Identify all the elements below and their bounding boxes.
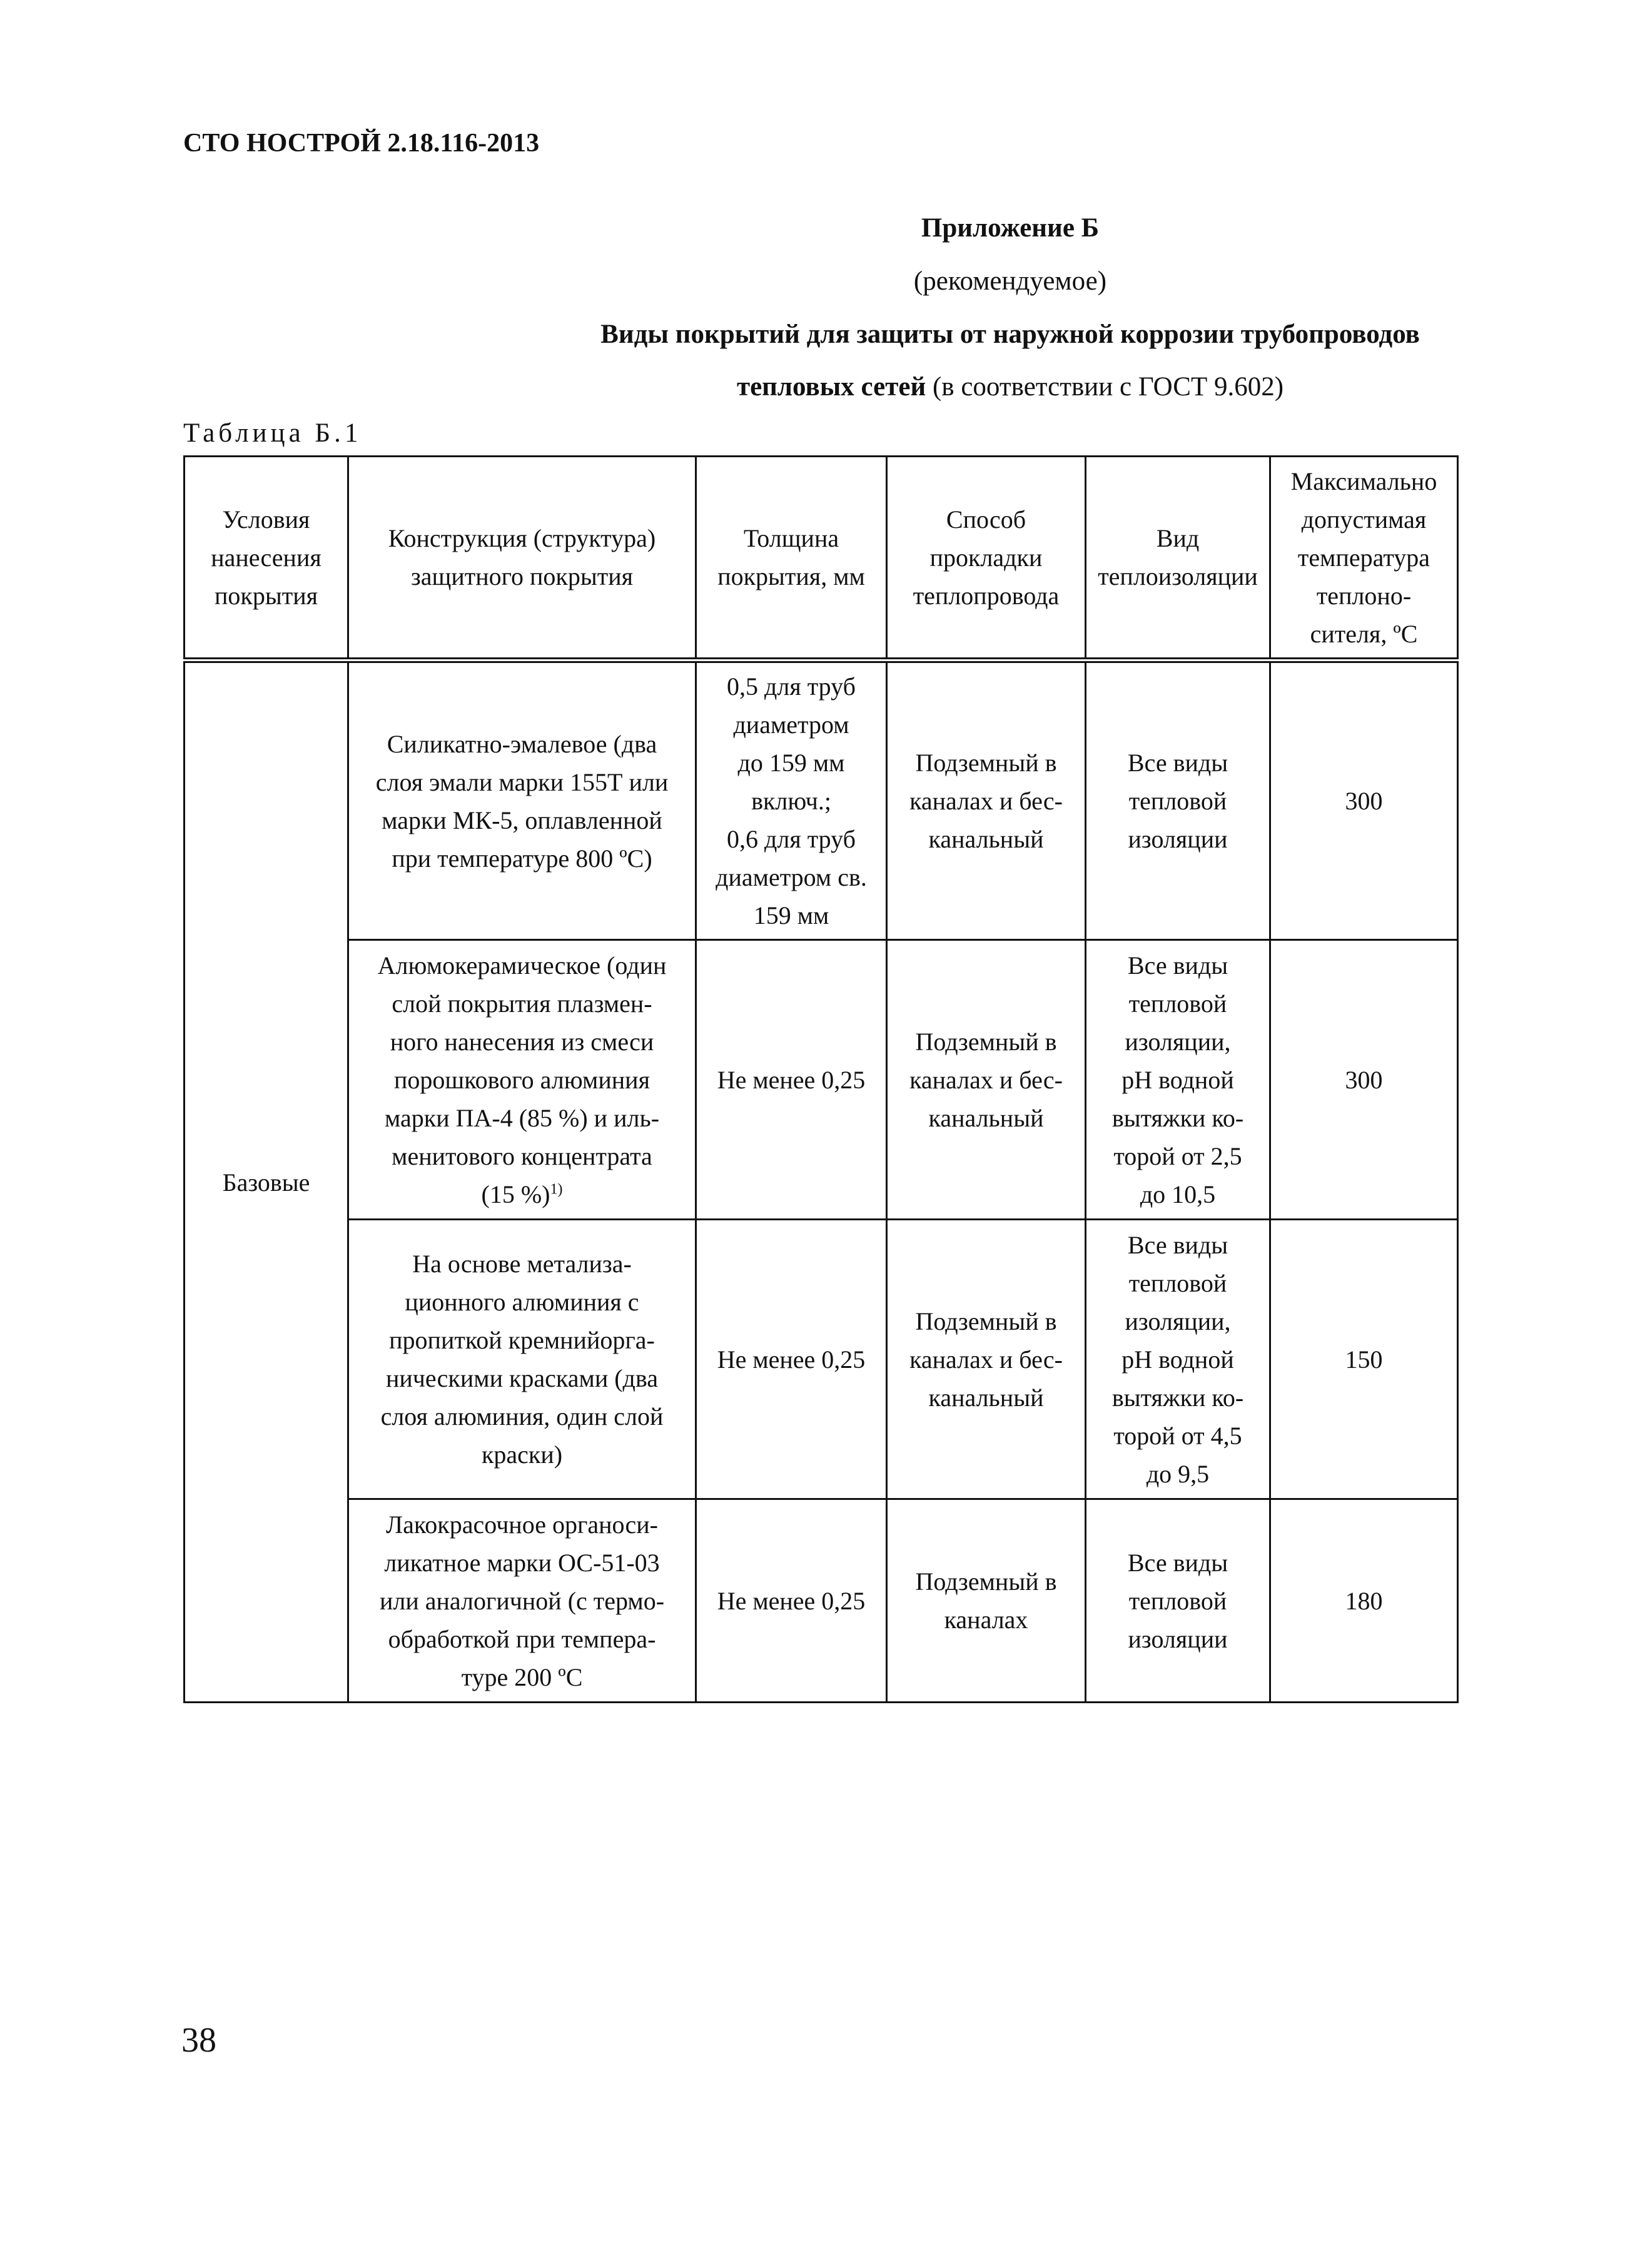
page-number: 38 — [181, 2021, 216, 2060]
column-header-max-temp: Максимально допустимая температура теплоно- сителя, ºС — [1270, 457, 1458, 661]
cell-thickness: Не менее 0,25 — [696, 1499, 887, 1703]
column-header-insulation: Вид теплоизоляции — [1086, 457, 1270, 661]
cell-construction: Лакокрасочное органоси- ликатное марки ОС-51-03 или аналогичной (с термо- обработкой при темпера- туре 200 ºС — [348, 1499, 696, 1703]
table-header-row — [185, 457, 1458, 661]
cell-construction — [348, 940, 696, 1220]
column-header-construction: Конструкция (структура) защитного покрытия — [348, 457, 696, 661]
footnote-marker: 1) — [550, 1181, 563, 1198]
cell-thickness: 0,5 для труб диаметром до 159 мм включ.; 0,6 для труб диаметром св. 159 мм — [696, 661, 887, 940]
column-header-laying: Способ прокладки теплопровода — [887, 457, 1086, 661]
annex-heading-line2 — [0, 372, 1625, 402]
cell-insulation: Все виды тепловой изоляции, pH водной вытяжки ко- торой от 2,5 до 10,5 — [1086, 940, 1270, 1220]
cell-max-temp: 300 — [1270, 940, 1458, 1220]
table-label: Таблица Б.1 — [183, 418, 362, 448]
cell-max-temp: 180 — [1270, 1499, 1458, 1703]
cell-laying: Подземный в каналах и бес- канальный — [887, 661, 1086, 940]
cell-construction: На основе метализа- ционного алюминия с пропиткой кремнийорга- ническими красками (два слоя алюминия, один слой краски) — [348, 1220, 696, 1499]
cell-laying: Подземный в каналах — [887, 1499, 1086, 1703]
annex-heading-line2-bold: тепловых сетей — [736, 372, 926, 402]
annex-status: (рекомендуемое) — [913, 266, 1107, 296]
cell-insulation: Все виды тепловой изоляции, pH водной вытяжки ко- торой от 4,5 до 9,5 — [1086, 1220, 1270, 1499]
cell-insulation: Все виды тепловой изоляции — [1086, 1499, 1270, 1703]
cell-laying: Подземный в каналах и бес- канальный — [887, 940, 1086, 1220]
cell-max-temp: 150 — [1270, 1220, 1458, 1499]
column-header-conditions: Условия нанесения покрытия — [185, 457, 348, 661]
annex-heading-line1: Виды покрытий для защиты от наружной коррозии трубопроводов — [600, 320, 1420, 349]
table-row — [185, 1499, 1458, 1703]
cell-construction: Силикатно-эмалевое (два слоя эмали марки 155Т или марки МК-5, оплавленной при температуре 800 ºС) — [348, 661, 696, 940]
cell-thickness: Не менее 0,25 — [696, 940, 887, 1220]
standard-code: СТО НОСТРОЙ 2.18.116-2013 — [183, 129, 540, 158]
table-row — [185, 661, 1458, 940]
coatings-table — [183, 455, 1459, 1703]
cell-max-temp: 300 — [1270, 661, 1458, 940]
group-cell-basic: Базовые — [185, 661, 348, 1703]
cell-insulation: Все виды тепловой изоляции — [1086, 661, 1270, 940]
construction-text: Алюмокерамическое (один слой покрытия плазмен- ного нанесения из смеси порошкового алюминия марки ПА-4 (85 %) и иль- менитового концентрата (15 %) — [377, 951, 667, 1208]
table-row — [185, 1220, 1458, 1499]
column-header-thickness: Толщина покрытия, мм — [696, 457, 887, 661]
annex-title: Приложение Б — [921, 213, 1100, 243]
table-row — [185, 940, 1458, 1220]
cell-thickness: Не менее 0,25 — [696, 1220, 887, 1499]
cell-laying: Подземный в каналах и бес- канальный — [887, 1220, 1086, 1499]
annex-heading-line2-rest: (в соответствии с ГОСТ 9.602) — [926, 372, 1284, 402]
